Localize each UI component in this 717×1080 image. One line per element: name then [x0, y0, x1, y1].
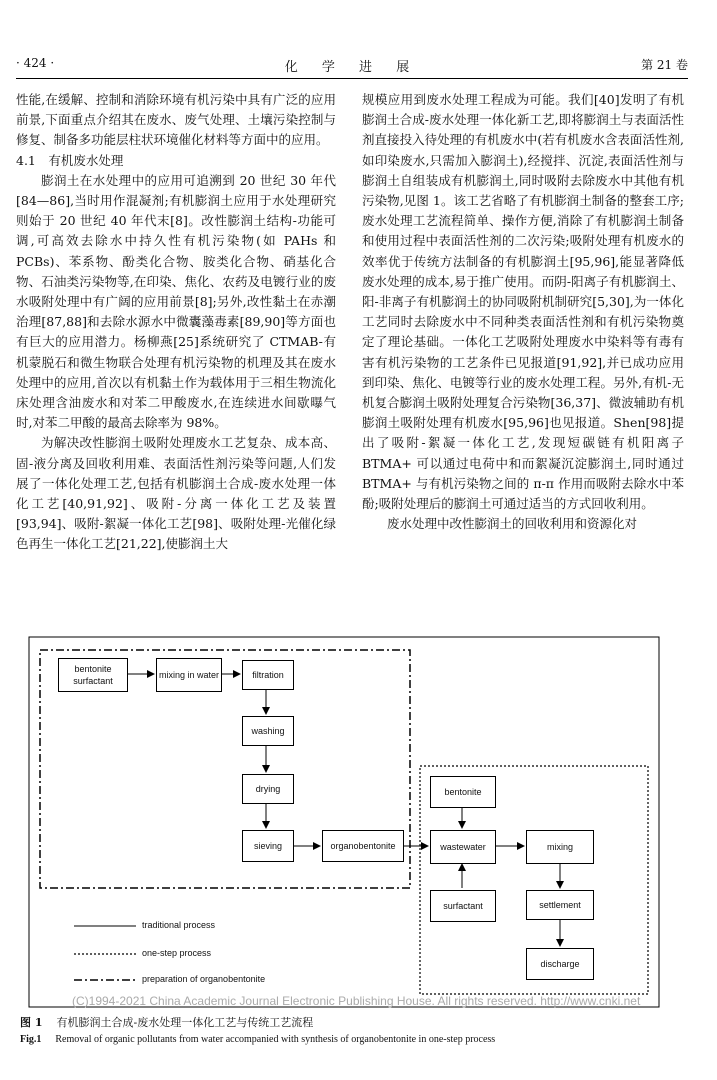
box-discharge: discharge [526, 948, 594, 980]
caption-cn-text: 有机膨润土合成-废水处理一体化工艺与传统工艺流程 [56, 1016, 314, 1029]
left-column [16, 90, 336, 555]
volume-label: 第 21 卷 [641, 58, 688, 72]
caption-cn-label: 图 1 [20, 1016, 43, 1029]
paragraph: 废水处理中改性膨润土的回收利用和资源化对 [387, 516, 638, 532]
right-column [362, 90, 684, 534]
box-organobentonite: organobentonite [322, 830, 404, 862]
box-mixing: mixing [526, 830, 594, 864]
caption-en-text: Removal of organic pollutants from water accompanied with synthesis of organobentonite in one-step process [55, 1034, 496, 1045]
box-washing: washing [242, 716, 294, 746]
box-bentonite: bentonite [430, 776, 496, 808]
paragraph: 规模应用到废水处理工程成为可能。我们[40]发明了有机膨润土合成-废水处理一体化新工艺,即将膨润土与表面活性剂直接投入待处理的有机废水中(若有机废水含表面活性剂,如印染废水,只需加入膨润土),经搅拌、沉淀,表面活性剂与膨润土自组装成有机膨润土,同时吸附去除废水中其他有机污染物,见图 1。该工艺省略了有机膨润土制备的整套工序;废水处理工艺流程简单、操作方便,消除了有机膨润土制备和使用过程中表面活性剂的二次污染;吸附处理有机废水的效率优于传统方法制备的有机膨润土[95,96],能显著降低废水处理的成本,易于推广使用。而阴-阳离子有机膨润土、阳-非离子有机膨润土的协同吸附机制研究[5,30],为一体化工艺同时去除废水中不同种类表面活性剂和有机污染物奠定了理论基础。一体化工艺吸附处理废水中染料等有毒有害有机污染物的工艺条件已见报道[91,92],并已成功应用到印染、焦化、电镀等行业的废水处理工程。另外,有机-无机复合膨润土吸附处理复合污染物[36,37]、微波辅助有机膨润土吸附处理有机废水[95,96]也见报道。Shen[98]提出了吸附-絮凝一体化工艺,发现短碳链有机阳离子 BTMA+ 可以通过电荷中和而絮凝沉淀膨润土,同时通过 BTMA+ 与有机污染物之间的 π-π 作用而吸附去除水中苯酚;吸附处理后的膨润土可通过适当的方式回收利用。 [362, 92, 684, 512]
box-settlement: settlement [526, 890, 594, 920]
box-surfactant: surfactant [430, 890, 496, 922]
page-number: · 424 · [16, 56, 55, 70]
box-sieving: sieving [242, 830, 294, 862]
section-heading: 4.1 有机废水处理 [16, 152, 124, 168]
paragraph: 膨润土在水处理中的应用可追溯到 20 世纪 30 年代[84—86],当时用作混凝剂;有机膨润土应用于水处理研究则始于 20 世纪 40 年代末[8]。改性膨润土结构-功能可调,可高效去除水中持久性有机污染物(如 PAHs 和 PCBs)、苯系物、酚类化合物、胺类化合物、硝基化合物、石油类污染物等,在印染、焦化、农药及电镀行业的废水吸附处理中有广阔的应用前景[8];另外,改性黏土在赤潮治理[87,88]和去除水源水中微囊藻毒素[89,90]等方面也有巨大的应用潜力。杨柳燕[25]系统研究了 CTMAB-有机蒙脱石和微生物联合处理有机污染物的机理及其在废水处理中的应用,首次以有机黏土作为载体用于三相生物流化床处理含油废水和对苯二甲酸废水,在连续进水间歇曝气时,对苯二甲酸的最高去除率为 98%。 [16, 172, 336, 431]
journal-name: 化 学 进 展 [284, 60, 420, 75]
paragraph: 为解决改性膨润土吸附处理废水工艺复杂、成本高、固-液分离及回收利用难、表面活性剂污染等问题,人们发展了一体化处理工艺,包括有机膨润土合成-废水处理一体化工艺[40,91,92]、吸附-分离一体化工艺及装置[93,94]、吸附-絮凝一体化工艺[98]、吸附处理-光催化绿色再生一体化工艺[21,22],使膨润土大 [16, 435, 336, 552]
figure-1-flowchart [28, 636, 660, 1008]
box-bentonite-surfactant: bentonite surfactant [58, 658, 128, 692]
box-mixing-in-water: mixing in water [156, 658, 222, 692]
watermark: (C)1994-2021 China Academic Journal Electronic Publishing House. All rights reserved. http://www.cnki.net [72, 994, 641, 1008]
header-rule [16, 78, 688, 79]
box-filtration: filtration [242, 660, 294, 690]
legend-one-step: one-step process [142, 948, 212, 958]
caption-english [20, 1034, 495, 1045]
legend-preparation: preparation of organobentonite [142, 974, 266, 984]
running-header [16, 56, 688, 74]
box-wastewater: wastewater [430, 830, 496, 864]
legend-traditional: traditional process [142, 920, 216, 930]
box-drying: drying [242, 774, 294, 804]
caption-chinese [20, 1014, 313, 1030]
caption-en-label: Fig.1 [20, 1034, 42, 1045]
paragraph: 性能,在缓解、控制和消除环境有机污染中具有广泛的应用前景,下面重点介绍其在废水、废气处理、土壤污染控制与修复、制备多功能层柱状环境催化材料等方面中的应用。 [16, 92, 336, 148]
